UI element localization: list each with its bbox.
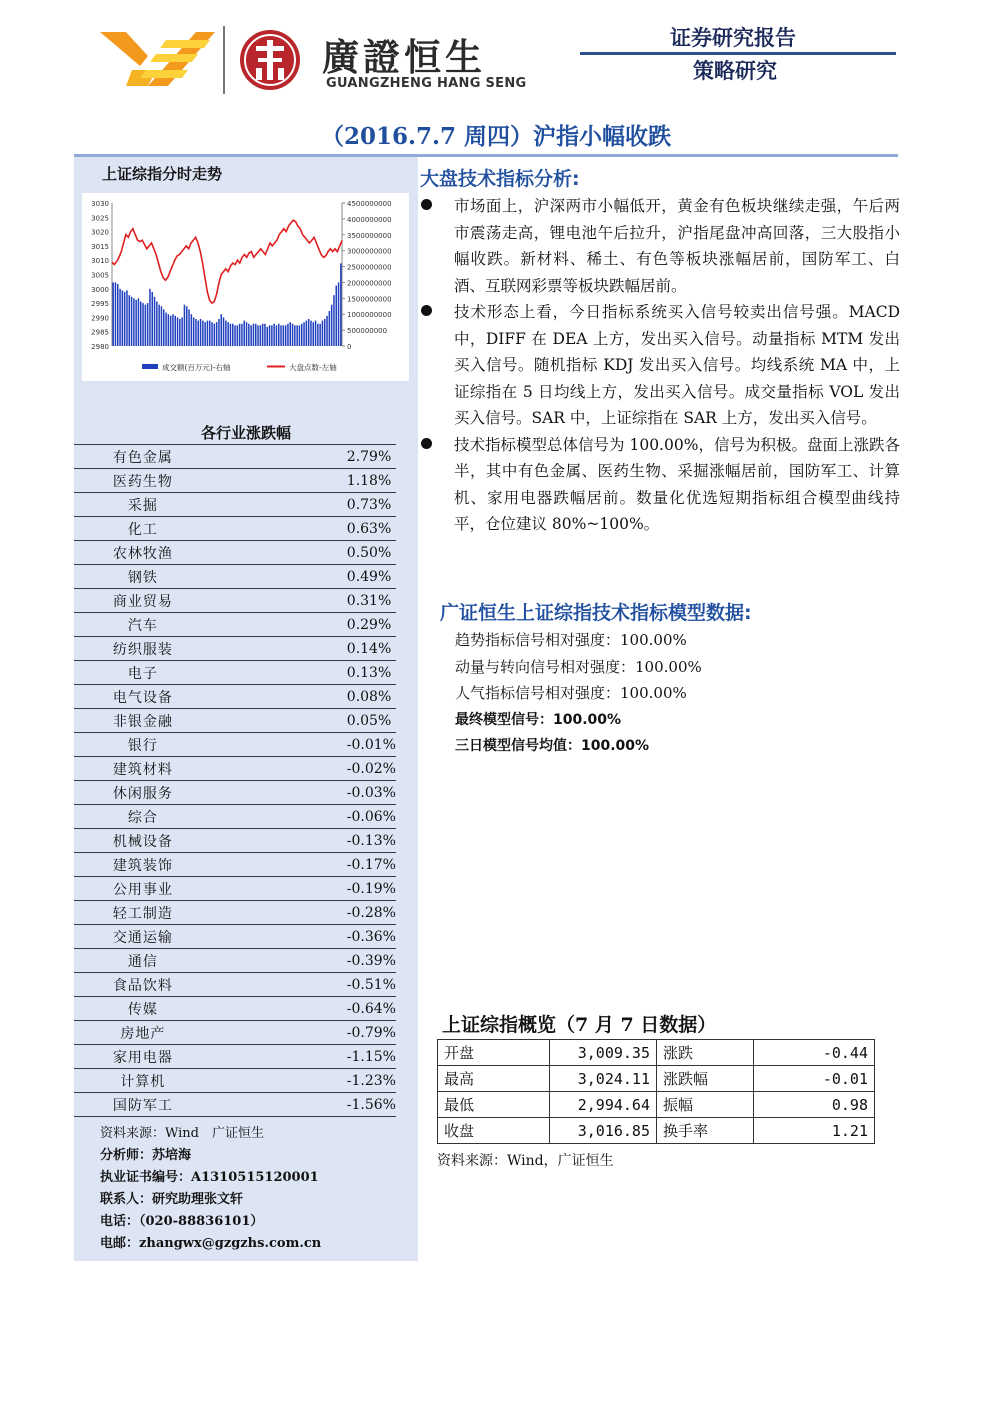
- volume-bar: [227, 322, 229, 346]
- industry-table-title: 各行业涨跌幅: [200, 424, 291, 442]
- volume-bar: [225, 321, 227, 346]
- intraday-chart: [82, 193, 409, 381]
- analysis-bullet-list: [420, 193, 900, 538]
- volume-bar: [260, 325, 262, 346]
- overview-value: -0.01: [754, 1066, 875, 1092]
- industry-name: 汽车: [74, 613, 212, 637]
- analysis-bullet-text: 市场面上，沪深两市小幅低开，黄金有色板块继续走强，午后两市震荡走高，锂电池午后拉升，沪指尾盘冲高回落，三大股指小幅收跌。新材料、稀土、有色等板块涨幅居前，国防军工、白酒、互联网彩票等板块跌幅居前。: [454, 197, 900, 295]
- volume-bar: [145, 305, 147, 346]
- volume-bar: [184, 305, 186, 346]
- industry-row: [74, 685, 396, 709]
- right-tick-label: 1500000000: [347, 295, 392, 304]
- right-tick-label: 4000000000: [347, 215, 392, 224]
- industry-change: 0.31%: [212, 589, 396, 613]
- industry-name: 银行: [74, 733, 212, 757]
- ye-logo-icon: [100, 26, 215, 92]
- volume-bar: [142, 303, 144, 346]
- volume-bar: [122, 290, 124, 346]
- bullet-dot-icon: [421, 199, 432, 210]
- volume-bar: [303, 322, 305, 346]
- industry-change: -0.17%: [212, 853, 396, 877]
- industry-row: [74, 925, 396, 949]
- volume-bar: [340, 263, 342, 346]
- volume-bar: [209, 321, 211, 346]
- left-tick-label: 2980: [91, 343, 109, 351]
- volume-bar: [198, 321, 200, 346]
- model-momentum-strength: 动量与转向信号相对强度：100.00%: [455, 658, 702, 676]
- volume-bar: [170, 316, 172, 346]
- volume-bar: [313, 322, 315, 346]
- analysis-bullet-text: 技术指标模型总体信号为 100.00%，信号为积极。盘面上涨跌各半，其中有色金属、医药生物、采掘涨幅居前，国防军工、计算机、家用电器跌幅居前。数量化优选短期指标组合模型曲线持平，仓位建议 80%~100%。: [454, 435, 900, 533]
- overview-label: 开盘: [438, 1040, 550, 1066]
- legend-index-label: 大盘点数-左轴: [289, 363, 337, 372]
- volume-bar: [165, 313, 167, 346]
- overview-source-note: 资料来源：Wind，广证恒生: [437, 1153, 614, 1169]
- volume-bar: [287, 324, 289, 346]
- volume-bar: [301, 324, 303, 346]
- industry-change: -0.64%: [212, 997, 396, 1021]
- overview-row: [438, 1040, 875, 1066]
- industry-name: 有色金属: [74, 445, 212, 469]
- legend-volume-label: 成交额(百万元)-右轴: [162, 363, 231, 372]
- volume-bar: [186, 306, 188, 346]
- volume-bar: [221, 314, 223, 346]
- industry-row: [74, 877, 396, 901]
- volume-bar: [285, 325, 287, 346]
- volume-bar: [310, 321, 312, 346]
- bullet-dot-icon: [421, 305, 432, 316]
- industry-name: 公用事业: [74, 877, 212, 901]
- industry-change: -0.36%: [212, 925, 396, 949]
- volume-bar: [168, 314, 170, 346]
- industry-row: [74, 853, 396, 877]
- industry-change: -1.56%: [212, 1093, 396, 1117]
- industry-row: [74, 829, 396, 853]
- industry-row: [74, 1093, 396, 1117]
- industry-row: [74, 709, 396, 733]
- volume-bar: [322, 321, 324, 346]
- model-three-day-signal: 三日模型信号均值：100.00%: [455, 738, 650, 754]
- volume-bar: [306, 321, 308, 346]
- industry-name: 机械设备: [74, 829, 212, 853]
- volume-bar: [181, 317, 183, 346]
- volume-bar: [133, 298, 135, 346]
- volume-bar: [244, 321, 246, 346]
- industry-name: 休闲服务: [74, 781, 212, 805]
- industry-row: [74, 781, 396, 805]
- industry-change: -0.79%: [212, 1021, 396, 1045]
- industry-row: [74, 469, 396, 493]
- legend-volume-swatch: [142, 364, 158, 369]
- left-tick-label: 3010: [91, 257, 109, 266]
- analysis-bullet: [420, 299, 900, 432]
- analysis-heading: 大盘技术指标分析:: [420, 168, 580, 190]
- index-price-line: [112, 220, 342, 303]
- industry-name: 医药生物: [74, 469, 212, 493]
- volume-bar: [290, 322, 292, 346]
- industry-name: 食品饮料: [74, 973, 212, 997]
- brand-name-en: GUANGZHENG HANG SENG: [326, 76, 527, 91]
- overview-row: [438, 1092, 875, 1118]
- industry-change: 0.05%: [212, 709, 396, 733]
- right-tick-label: 1000000000: [347, 311, 392, 320]
- right-tick-label: 2000000000: [347, 279, 392, 288]
- brand-name-cn: 廣證恒生: [322, 36, 486, 79]
- industry-name: 建筑材料: [74, 757, 212, 781]
- overview-label: 振幅: [657, 1092, 754, 1118]
- industry-change: -0.28%: [212, 901, 396, 925]
- volume-bar: [207, 321, 209, 346]
- report-type: 证券研究报告: [670, 26, 796, 50]
- left-tick-label: 3000: [91, 285, 109, 294]
- volume-bar: [246, 322, 248, 346]
- industry-table: [74, 444, 396, 1117]
- industry-change: -1.15%: [212, 1045, 396, 1069]
- industry-change: -0.01%: [212, 733, 396, 757]
- volume-bar: [326, 316, 328, 346]
- industry-row: [74, 733, 396, 757]
- intraday-chart-svg: [82, 193, 409, 381]
- industry-change: -0.39%: [212, 949, 396, 973]
- volume-bar: [278, 324, 280, 346]
- industry-row: [74, 973, 396, 997]
- overview-value: 3,016.85: [550, 1118, 657, 1144]
- volume-bar: [138, 298, 140, 346]
- volume-bar: [193, 317, 195, 346]
- industry-change: 0.73%: [212, 493, 396, 517]
- volume-bar: [172, 314, 174, 346]
- overview-value: 3,009.35: [550, 1040, 657, 1066]
- industry-name: 交通运输: [74, 925, 212, 949]
- industry-row: [74, 1021, 396, 1045]
- volume-bar: [175, 316, 177, 346]
- left-source-note: 资料来源：Wind 广证恒生: [100, 1126, 264, 1141]
- contact-person: 联系人：研究助理张文轩: [100, 1192, 244, 1207]
- volume-bar: [156, 302, 158, 346]
- volume-bar: [191, 314, 193, 346]
- left-tick-label: 2990: [91, 314, 109, 323]
- industry-change: -0.51%: [212, 973, 396, 997]
- volume-bar: [308, 319, 310, 346]
- volume-bar: [283, 325, 285, 346]
- volume-bar: [292, 324, 294, 346]
- industry-change: -0.03%: [212, 781, 396, 805]
- industry-name: 非银金融: [74, 709, 212, 733]
- volume-bar: [267, 327, 269, 346]
- overview-value: -0.44: [754, 1040, 875, 1066]
- right-tick-label: 500000000: [347, 327, 388, 336]
- industry-change: 0.50%: [212, 541, 396, 565]
- left-tick-label: 2995: [91, 300, 109, 309]
- overview-row: [438, 1118, 875, 1144]
- volume-bar: [135, 300, 137, 346]
- volume-bar: [149, 289, 151, 346]
- volume-bar: [214, 324, 216, 346]
- volume-bar: [241, 324, 243, 346]
- volume-bar: [200, 319, 202, 346]
- volume-bar: [177, 317, 179, 346]
- industry-name: 综合: [74, 805, 212, 829]
- right-tick-label: 2500000000: [347, 263, 392, 272]
- volume-bar: [163, 309, 165, 346]
- volume-bar: [250, 325, 252, 346]
- volume-bar: [317, 324, 319, 346]
- model-popularity-strength: 人气指标信号相对强度：100.00%: [455, 684, 687, 702]
- volume-bar: [158, 305, 160, 346]
- volume-bar: [324, 319, 326, 346]
- volume-bar: [315, 321, 317, 346]
- volume-bar: [124, 292, 126, 346]
- industry-change: -0.13%: [212, 829, 396, 853]
- license-number: 执业证书编号：A1310515120001: [100, 1170, 319, 1185]
- industry-change: 0.13%: [212, 661, 396, 685]
- volume-bar: [296, 325, 298, 346]
- left-tick-label: 3030: [91, 200, 109, 208]
- seal-logo-icon: [238, 28, 302, 92]
- volume-bar: [218, 319, 220, 346]
- analysis-bullet: [420, 193, 900, 299]
- overview-label: 涨跌: [657, 1040, 754, 1066]
- industry-name: 纺织服装: [74, 637, 212, 661]
- volume-bar: [129, 295, 131, 346]
- volume-bar: [147, 303, 149, 346]
- industry-name: 家用电器: [74, 1045, 212, 1069]
- industry-row: [74, 805, 396, 829]
- left-tick-label: 3025: [91, 214, 109, 223]
- overview-value: 0.98: [754, 1092, 875, 1118]
- industry-row: [74, 589, 396, 613]
- overview-label: 换手率: [657, 1118, 754, 1144]
- volume-bar: [280, 325, 282, 346]
- industry-name: 电气设备: [74, 685, 212, 709]
- volume-bar: [216, 322, 218, 346]
- industry-row: [74, 613, 396, 637]
- volume-bar: [211, 322, 213, 346]
- industry-row: [74, 1069, 396, 1093]
- industry-change: 1.18%: [212, 469, 396, 493]
- industry-name: 商业贸易: [74, 589, 212, 613]
- industry-row: [74, 517, 396, 541]
- volume-bar: [161, 306, 163, 346]
- overview-value: 3,024.11: [550, 1066, 657, 1092]
- industry-row: [74, 949, 396, 973]
- analysis-bullet-text: 技术形态上看，今日指标系统买入信号较卖出信号强。MACD 中，DIFF 在 DEA 上方，发出买入信号。动量指标 MTM 发出买入信号。随机指标 KDJ 发出买入信号。均线系统 MA 中，上证综指在 5 日均线上方，发出买入信号。成交量指标 VOL 发出买入信号。SAR 中，上证综指在 SAR 上方，发出买入信号。: [454, 303, 900, 427]
- model-final-signal: 最终模型信号：100.00%: [455, 712, 622, 728]
- industry-name: 房地产: [74, 1021, 212, 1045]
- volume-bar: [319, 324, 321, 346]
- volume-bar: [202, 321, 204, 346]
- volume-bar: [204, 322, 206, 346]
- industry-name: 建筑装饰: [74, 853, 212, 877]
- industry-name: 国防军工: [74, 1093, 212, 1117]
- industry-row: [74, 997, 396, 1021]
- right-tick-label: 0: [347, 343, 352, 351]
- overview-value: 2,994.64: [550, 1092, 657, 1118]
- volume-bar: [154, 297, 156, 346]
- industry-row: [74, 901, 396, 925]
- industry-change: -0.02%: [212, 757, 396, 781]
- industry-row: [74, 493, 396, 517]
- left-tick-label: 2985: [91, 328, 109, 337]
- volume-bar: [336, 286, 338, 346]
- volume-bar: [248, 324, 250, 346]
- volume-bar: [273, 324, 275, 346]
- volume-bar: [264, 324, 266, 346]
- industry-row: [74, 637, 396, 661]
- industry-name: 农林牧渔: [74, 541, 212, 565]
- industry-name: 电子: [74, 661, 212, 685]
- page-title: （2016.7.7 周四）沪指小幅收跌: [320, 123, 672, 150]
- industry-row: [74, 565, 396, 589]
- overview-row: [438, 1066, 875, 1092]
- volume-bar: [333, 295, 335, 346]
- volume-bar: [262, 324, 264, 346]
- industry-change: -1.23%: [212, 1069, 396, 1093]
- volume-bar: [276, 325, 278, 346]
- volume-bar: [232, 324, 234, 346]
- model-trend-strength: 趋势指标信号相对强度：100.00%: [455, 631, 687, 649]
- right-tick-label: 4500000000: [347, 200, 392, 208]
- chart-title: 上证综指分时走势: [102, 165, 223, 183]
- volume-bar: [269, 325, 271, 346]
- industry-name: 钢铁: [74, 565, 212, 589]
- left-tick-label: 3015: [91, 242, 109, 251]
- industry-name: 通信: [74, 949, 212, 973]
- overview-label: 收盘: [438, 1118, 550, 1144]
- volume-bar: [294, 325, 296, 346]
- volume-bar: [140, 302, 142, 346]
- overview-label: 涨跌幅: [657, 1066, 754, 1092]
- volume-bar: [131, 297, 133, 346]
- analysis-bullet: [420, 432, 900, 538]
- model-heading: 广证恒生上证综指技术指标模型数据:: [440, 602, 752, 624]
- overview-table: [437, 1039, 875, 1144]
- analyst-name: 分析师：苏培海: [100, 1148, 192, 1163]
- industry-row: [74, 1045, 396, 1069]
- industry-name: 化工: [74, 517, 212, 541]
- logo-divider: [223, 26, 225, 94]
- industry-change: 0.49%: [212, 565, 396, 589]
- left-tick-label: 3020: [91, 228, 109, 237]
- volume-bar: [152, 292, 154, 346]
- overview-label: 最低: [438, 1092, 550, 1118]
- volume-bar: [223, 317, 225, 346]
- industry-change: 2.79%: [212, 445, 396, 469]
- industry-name: 采掘: [74, 493, 212, 517]
- volume-bar: [119, 289, 121, 346]
- volume-bar: [115, 282, 117, 346]
- volume-bar: [195, 319, 197, 346]
- industry-row: [74, 661, 396, 685]
- industry-name: 传媒: [74, 997, 212, 1021]
- volume-bar: [237, 325, 239, 346]
- industry-change: 0.63%: [212, 517, 396, 541]
- volume-bar: [126, 290, 128, 346]
- contact-phone: 电话：（020-88836101）: [100, 1214, 264, 1229]
- volume-bar: [234, 325, 236, 346]
- volume-bar: [253, 324, 255, 346]
- volume-bar: [230, 324, 232, 346]
- volume-bar: [331, 305, 333, 346]
- bullet-dot-icon: [421, 438, 432, 449]
- contact-email: 电邮：zhangwx@gzgzhs.com.cn: [100, 1236, 322, 1251]
- right-tick-label: 3000000000: [347, 247, 392, 256]
- volume-bar: [255, 324, 257, 346]
- overview-value: 1.21: [754, 1118, 875, 1144]
- industry-row: [74, 541, 396, 565]
- industry-change: -0.19%: [212, 877, 396, 901]
- volume-bar: [239, 324, 241, 346]
- overview-title: 上证综指概览（7 月 7 日数据）: [442, 1014, 717, 1036]
- industry-name: 计算机: [74, 1069, 212, 1093]
- industry-change: 0.29%: [212, 613, 396, 637]
- volume-bar: [179, 319, 181, 346]
- overview-label: 最高: [438, 1066, 550, 1092]
- left-tick-label: 3005: [91, 271, 109, 280]
- volume-bar: [117, 284, 119, 346]
- volume-bar: [329, 311, 331, 346]
- volume-bar: [299, 325, 301, 346]
- report-category: 策略研究: [693, 59, 777, 83]
- industry-name: 轻工制造: [74, 901, 212, 925]
- volume-bar: [188, 309, 190, 346]
- volume-bar: [112, 282, 114, 346]
- volume-bar: [257, 325, 259, 346]
- industry-row: [74, 757, 396, 781]
- industry-change: -0.06%: [212, 805, 396, 829]
- industry-change: 0.14%: [212, 637, 396, 661]
- industry-row: [74, 445, 396, 469]
- industry-change: 0.08%: [212, 685, 396, 709]
- right-tick-label: 3500000000: [347, 231, 392, 240]
- volume-bar: [338, 282, 340, 346]
- volume-bar: [271, 325, 273, 346]
